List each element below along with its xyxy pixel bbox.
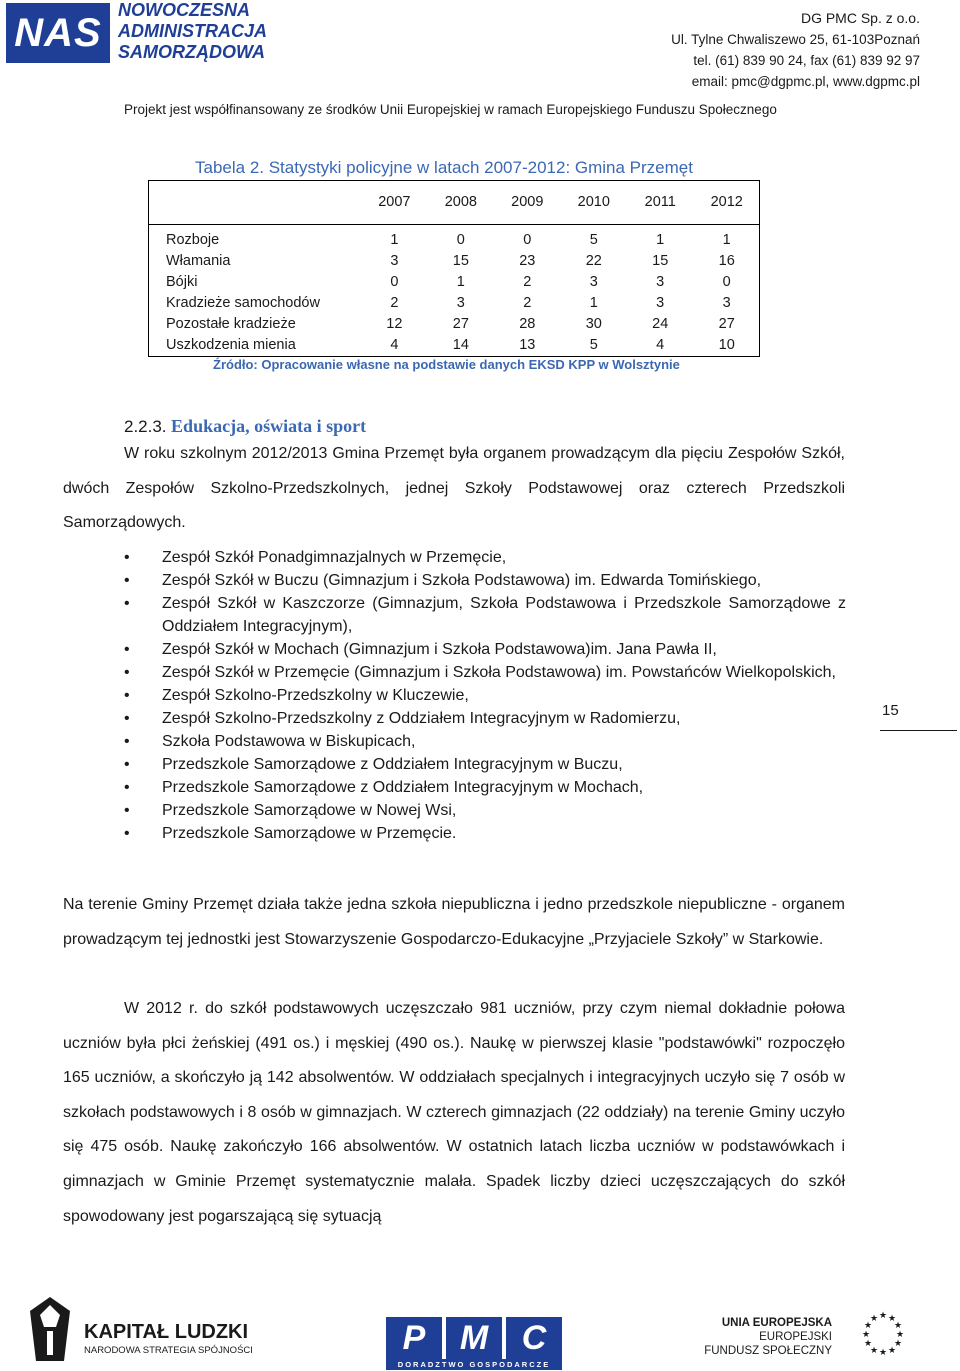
project-funding-line: Projekt jest współfinansowany ze środków Unii Europejskiej w ramach Europejskiego Funduszu Społecznego [124,102,777,117]
section-number: 2.2.3. [124,417,167,436]
table-row [148,334,760,355]
cell: 3 [390,252,399,269]
eu-line-1: UNIA EUROPEJSKA [721,1317,832,1329]
cell: 27 [718,315,735,332]
nas-logo: NAS [6,3,110,63]
cell: 30 [585,315,602,332]
row-label: Kradzieże samochodów [166,294,320,311]
row-label: Włamania [166,252,231,269]
nas-logo-text [118,0,267,63]
cell: 1 [722,231,731,248]
year-header: 2007 [378,194,411,210]
pmc-letter-m: M [446,1317,502,1359]
list-item: • Zespół Szkół w Kaszczorze (Gimnazjum, Szkoła Podstawowa i Przedszkole Samorządowe z Oddziałem Integracyjnym), [124,592,846,638]
year-header: 2009 [511,194,544,210]
company-info [671,8,920,92]
year-header: 2011 [644,194,676,210]
cell: 15 [452,252,469,269]
cell: 0 [390,273,399,290]
logo-line-2: ADMINISTRACJA [118,21,268,41]
cell: 3 [656,294,665,311]
table-title: Tabela 2. Statystyki policyjne w latach 2007-2012: Gmina Przemęt [195,158,693,177]
kl-subtitle: NARODOWA STRATEGIA SPÓJNOŚCI [84,1345,253,1356]
pmc-letter-c: C [506,1317,562,1359]
kl-title: KAPITAŁ LUDZKI [84,1321,249,1343]
company-address: Ul. Tylne Chwaliszewo 25, 61-103Poznań [671,32,920,47]
page-number: 15 [882,702,899,719]
svg-text:★: ★ [869,1314,879,1324]
pmc-subtitle: DORADZTWO GOSPODARCZE [386,1359,562,1370]
svg-text:★: ★ [861,1330,871,1340]
cell: 2 [523,273,532,290]
svg-text:★: ★ [863,1339,873,1349]
table-row [148,250,760,271]
company-name: DG PMC Sp. z o.o. [800,10,920,26]
svg-text:★: ★ [887,1346,897,1356]
row-label: Bójki [166,273,198,290]
list-item: • Szkoła Podstawowa w Biskupicach, [124,730,846,753]
cell: 4 [656,336,665,353]
statistics-table [148,180,760,355]
cell: 23 [519,252,536,269]
cell: 2 [523,294,532,311]
table-row [148,271,760,292]
row-label: Rozboje [166,231,220,248]
list-item: • Przedszkole Samorządowe w Nowej Wsi, [124,799,846,822]
eu-line-2: EUROPEJSKI [759,1331,832,1343]
cell: 3 [589,273,598,290]
svg-text:★: ★ [893,1339,903,1349]
list-item: • Przedszkole Samorządowe z Oddziałem Integracyjnym w Buczu, [124,753,846,776]
cell: 12 [386,315,403,332]
row-label: Pozostałe kradzieże [166,315,296,332]
table-row [148,229,760,250]
cell: 4 [390,336,399,353]
pmc-logo [378,1305,562,1371]
cell: 10 [718,336,735,353]
kapital-ludzki-icon [30,1297,70,1361]
logo-line-3: SAMORZĄDOWA [118,42,265,62]
table-header-row [148,180,760,225]
cell: 0 [456,231,465,248]
list-item: • Przedszkole Samorządowe z Oddziałem Integracyjnym w Mochach, [124,776,846,799]
svg-text:★: ★ [878,1348,888,1356]
eu-line-3: FUNDUSZ SPOŁECZNY [704,1345,832,1357]
cell: 3 [722,294,731,311]
svg-text:★: ★ [887,1314,897,1324]
cell: 28 [519,315,536,332]
list-item: • Zespół Szkół w Buczu (Gimnazjum i Szkoła Podstawowa) im. Edwarda Tomińskiego, [124,569,846,592]
intro-paragraph [63,437,845,541]
svg-text:★: ★ [893,1321,903,1331]
cell: 27 [452,315,469,332]
school-list [124,546,846,845]
cell: 0 [523,231,532,248]
list-item: • Zespół Szkolno-Przedszkolny w Kluczewie, [124,684,846,707]
eu-label [704,1316,832,1358]
section-title: Edukacja, oświata i sport [171,416,367,436]
cell: 2 [390,294,399,311]
cell: 1 [656,231,665,248]
year-header: 2012 [710,194,743,210]
list-item: • Zespół Szkolno-Przedszkolny z Oddziałem Integracyjnym w Radomierzu, [124,707,846,730]
section-heading [124,416,366,437]
intro-text: W roku szkolnym 2012/2013 Gmina Przemęt była organem prowadzącym dla pięciu Zespołów Szkół, dwóch Zespołów Szkolno-Przedszkolnych, jednej Szkoły Podstawowej oraz czterech Przedszkoli Samorządowych. [63,445,845,532]
cell: 1 [589,294,598,311]
cell: 3 [456,294,465,311]
company-email: email: pmc@dgpmc.pl, www.dgpmc.pl [691,74,920,89]
company-phone: tel. (61) 839 90 24, fax (61) 839 92 97 [693,53,920,68]
svg-text:★: ★ [878,1311,888,1321]
list-item: • Zespół Szkół Ponadgimnazjalnych w Przemęcie, [124,546,846,569]
cell: 1 [390,231,399,248]
cell: 5 [589,231,598,248]
list-item: • Przedszkole Samorządowe w Przemęcie. [124,822,846,845]
cell: 24 [652,315,669,332]
cell: 16 [718,252,735,269]
pmc-letter-p: P [386,1317,442,1359]
table-row [148,313,760,334]
cell: 22 [585,252,602,269]
svg-text:★: ★ [869,1346,879,1356]
cell: 5 [589,336,598,353]
list-item: • Zespół Szkół w Przemęcie (Gimnazjum i Szkoła Podstawowa) im. Powstańców Wielkopolskich, [124,661,846,684]
page-number-rule [880,730,957,731]
table-source: Źródło: Opracowanie własne na podstawie danych EKSD KPP w Wolsztynie [213,357,680,372]
year-header: 2008 [444,194,477,210]
eu-stars-icon [860,1310,906,1356]
paragraph-nonpublic: Na terenie Gminy Przemęt działa także jedna szkoła niepubliczna i jedno przedszkole niepubliczne - organem prowadzącym tej jednostki jest Stowarzyszenie Gospodarczo-Edukacyjne „Przyjaciele Szkoły” w Starkowie. [63,896,845,948]
cell: 14 [452,336,469,353]
table-row [148,292,760,313]
svg-text:★: ★ [863,1321,873,1331]
list-item: • Zespół Szkół w Mochach (Gimnazjum i Szkoła Podstawowa)im. Jana Pawła II, [124,638,846,661]
logo-line-1: NOWOCZESNA [118,0,250,20]
cell: 0 [722,273,731,290]
row-label: Uszkodzenia mienia [166,336,296,353]
paragraph-statistics-text: W 2012 r. do szkół podstawowych uczęszczało 981 uczniów, przy czym niemal dokładnie połowa uczniów była płci żeńskiej (491 os.) i męskiej (490 os.). Naukę w pierwszej klasie "podstawówki" rozpoczęło 165 uczniów, a skończyło ją 142 absolwentów. W oddziałach specjalnych i integracyjnych uczyło się 7 osób w szkołach podstawowych i 8 osób w gimnazjach. W czterech gimnazjach (22 oddziały) na terenie Gminy uczyło się 475 osób. Naukę zakończyło 166 absolwentów. W ostatnich latach liczba uczniów w podstawówkach i gimnazjach w Gminie Przemęt systematycznie malała. Spadek liczby dzieci uczęszczających do szkół spowodowany jest pogarszającą się sytuacją [63,1000,845,1225]
paragraph-statistics [63,992,845,1234]
cell: 13 [519,336,536,353]
year-header: 2010 [577,194,610,210]
cell: 15 [652,252,669,269]
cell: 1 [456,273,465,290]
table-header-empty [148,180,361,225]
cell: 3 [656,273,665,290]
svg-text:★: ★ [895,1330,905,1340]
